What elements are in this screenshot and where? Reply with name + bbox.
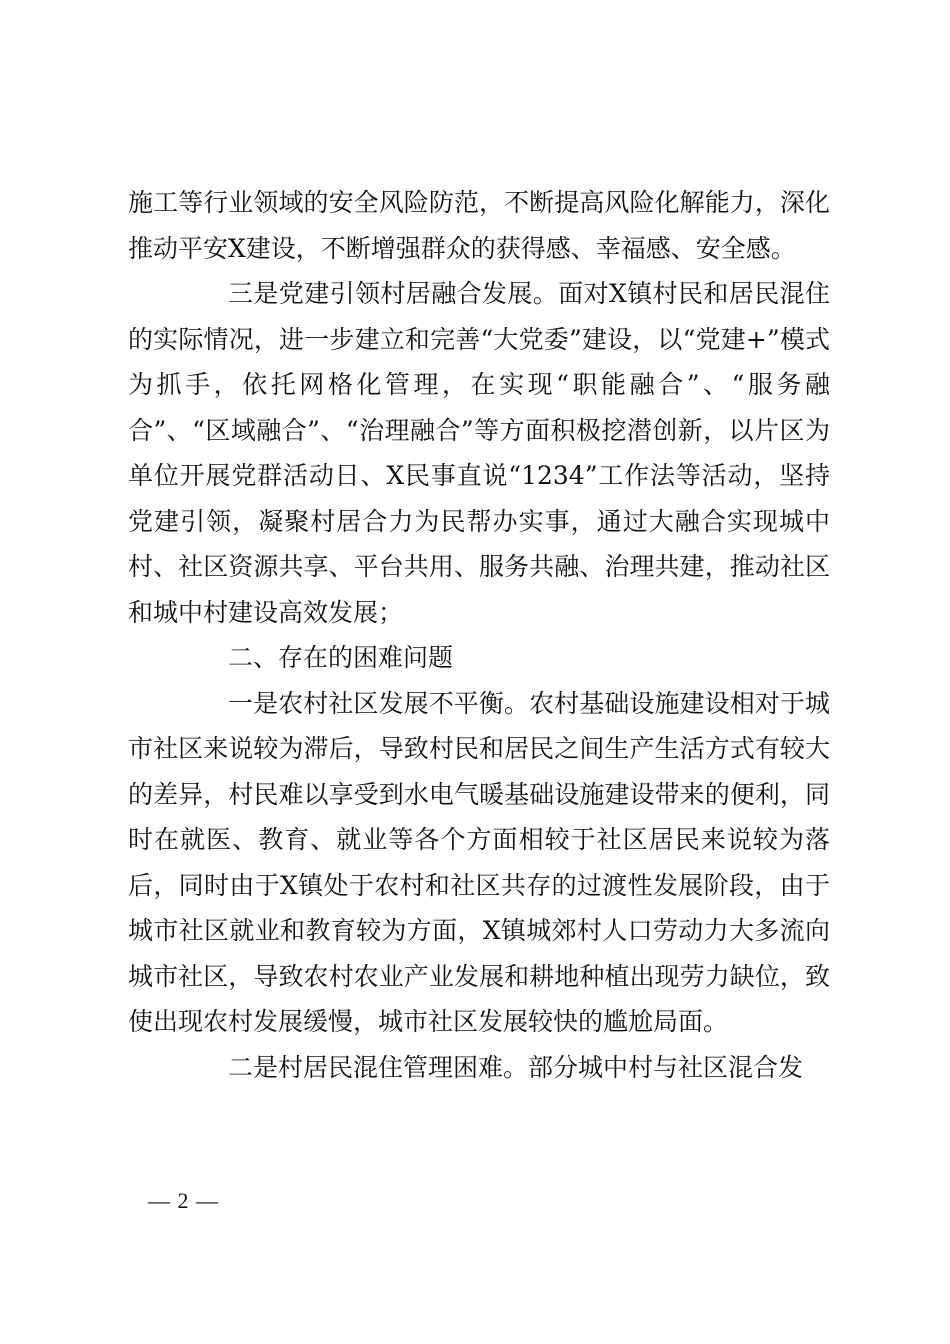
paragraph-mixed-residence: 二是村居民混住管理困难。部分城中村与社区混合发 — [228, 1052, 804, 1082]
paragraph-party-building: 三是党建引领村居融合发展。面对X镇村民和居民混住的实际情况，进一步建立和完善“大党委”建设，以“党建+”模式为抓手，依托网格化管理，在实现“职能融合”、“服务融合”、“区域融合”、“治理融合”等方面积极挖潜创新，以片区为单位开展党群活动日、X民事直说“1234”工作法等活动，坚持党建引领，凝聚村居合力为民帮办实事，通过大融合实现城中村、社区资源共享、平台共用、服务共融、治理共建，推动社区和城中村建设高效发展； — [128, 279, 830, 627]
document-body — [128, 180, 830, 1090]
paragraph-rural-imbalance: 一是农村社区发展不平衡。农村基础设施建设相对于城市社区来说较为滞后，导致村民和居民之间生产生活方式有较大的差异，村民难以享受到水电气暖基础设施建设带来的便利，同时在就医、教育、就业等各个方面相较于社区居民来说较为落后，同时由于X镇处于农村和社区共存的过渡性发展阶段，由于城市社区就业和教育较为方面，X镇城郊村人口劳动力大多流向城市社区，导致农村农业产业发展和耕地种植出现劳力缺位，致使出现农村发展缓慢，城市社区发展较快的尴尬局面。 — [128, 688, 830, 1036]
paragraph-safety-risk: 施工等行业领域的安全风险防范，不断提高风险化解能力，深化推动平安X建设，不断增强群众的获得感、幸福感、安全感。 — [128, 188, 830, 263]
page-number: — 2 — — [148, 1188, 219, 1213]
section-heading-difficulties: 二、存在的困难问题 — [228, 643, 454, 672]
